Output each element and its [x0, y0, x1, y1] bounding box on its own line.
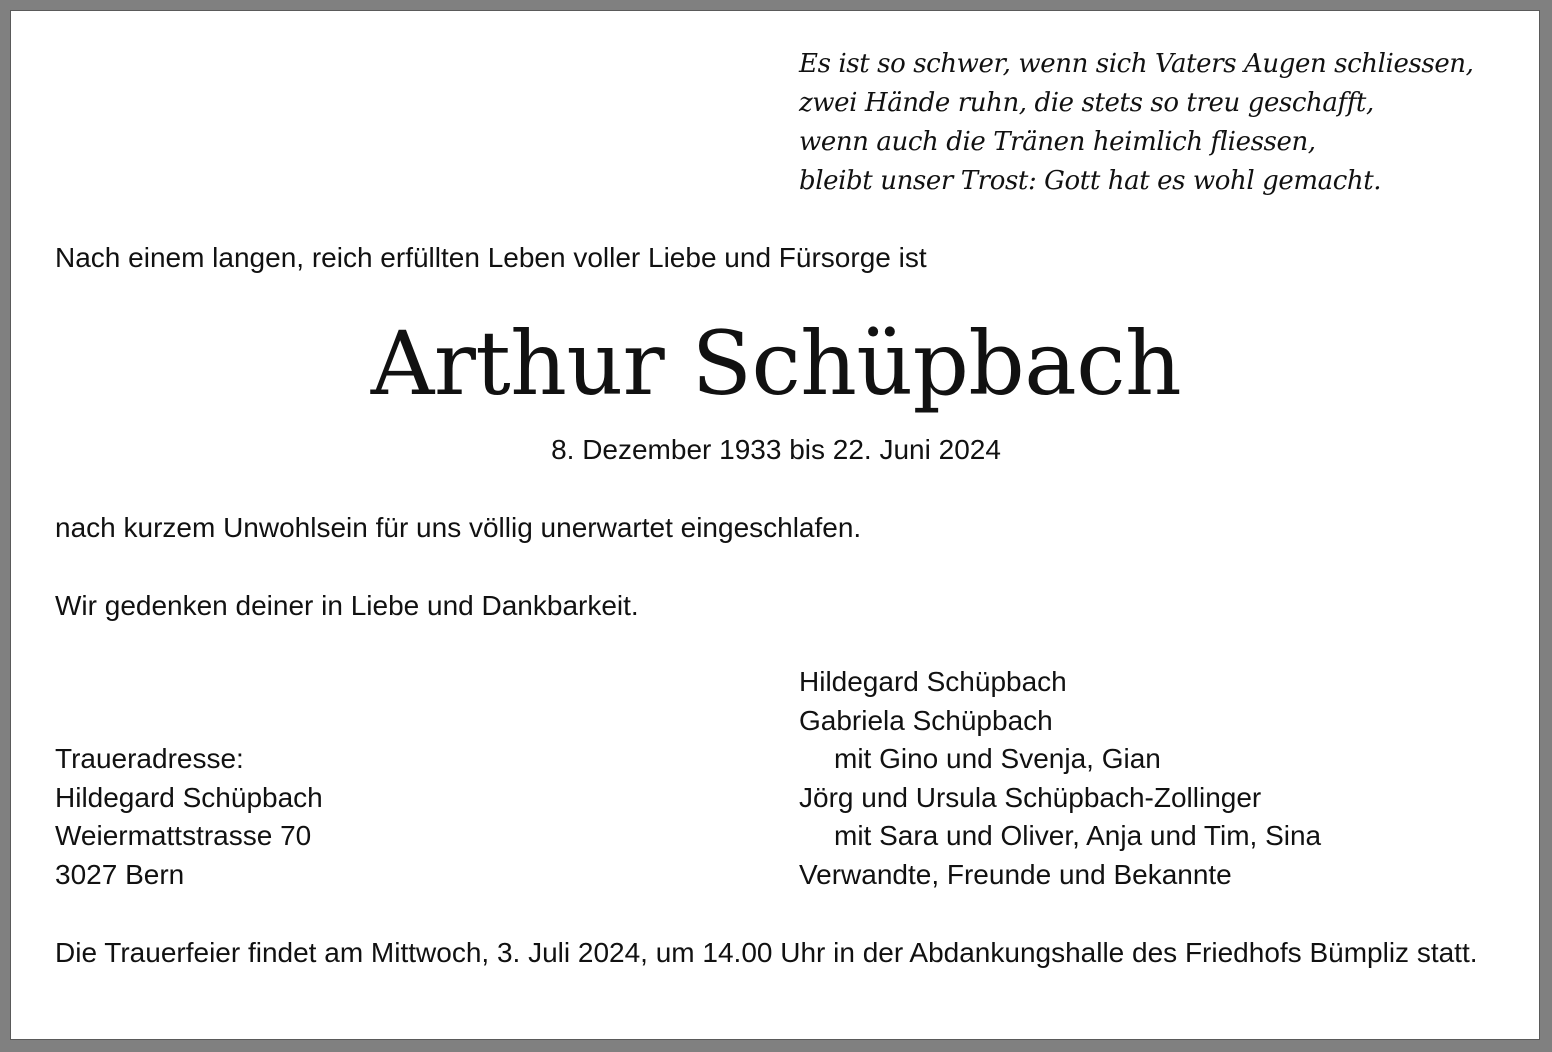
remembrance-text: Wir gedenken deiner in Liebe und Dankbarkeit. [55, 590, 639, 621]
intro-text: Nach einem langen, reich erfüllten Leben voller Liebe und Fürsorge ist [55, 242, 927, 273]
family-member: Jörg und Ursula Schüpbach-Zollinger [799, 781, 1262, 813]
address-city: 3027 Bern [55, 858, 185, 890]
death-text: nach kurzem Unwohlsein für uns völlig unerwartet eingeschlafen. [55, 512, 862, 543]
poem-line: zwei Hände ruhn, die stets so treu geschafft, [799, 88, 1374, 118]
service-announcement: Die Trauerfeier findet am Mittwoch, 3. Juli 2024, um 14.00 Uhr in der Abdankungshalle des Friedhofs Bümpliz statt. [55, 937, 1478, 968]
address-street: Weiermattstrasse 70 [55, 820, 312, 851]
address-name: Hildegard Schüpbach [55, 781, 323, 813]
address-label: Traueradresse: [55, 743, 244, 774]
family-member: Gabriela Schüpbach [799, 704, 1053, 736]
obituary-notice [10, 10, 1540, 1040]
family-member: mit Sara und Oliver, Anja und Tim, Sina [834, 820, 1322, 851]
mourning-address [55, 740, 323, 894]
family-list [799, 663, 1321, 894]
family-member: mit Gino und Svenja, Gian [834, 743, 1161, 774]
poem-line: Es ist so schwer, wenn sich Vaters Augen schliessen, [799, 49, 1474, 79]
life-dates: 8. Dezember 1933 bis 22. Juni 2024 [551, 434, 1001, 465]
deceased-name: Arthur Schüpbach [370, 312, 1182, 415]
poem-line: wenn auch die Tränen heimlich fliessen, [799, 127, 1316, 157]
poem [799, 45, 1474, 201]
family-member: Hildegard Schüpbach [799, 666, 1067, 697]
family-member: Verwandte, Freunde und Bekannte [799, 858, 1232, 890]
poem-line: bleibt unser Trost: Gott hat es wohl gemacht. [799, 166, 1382, 196]
